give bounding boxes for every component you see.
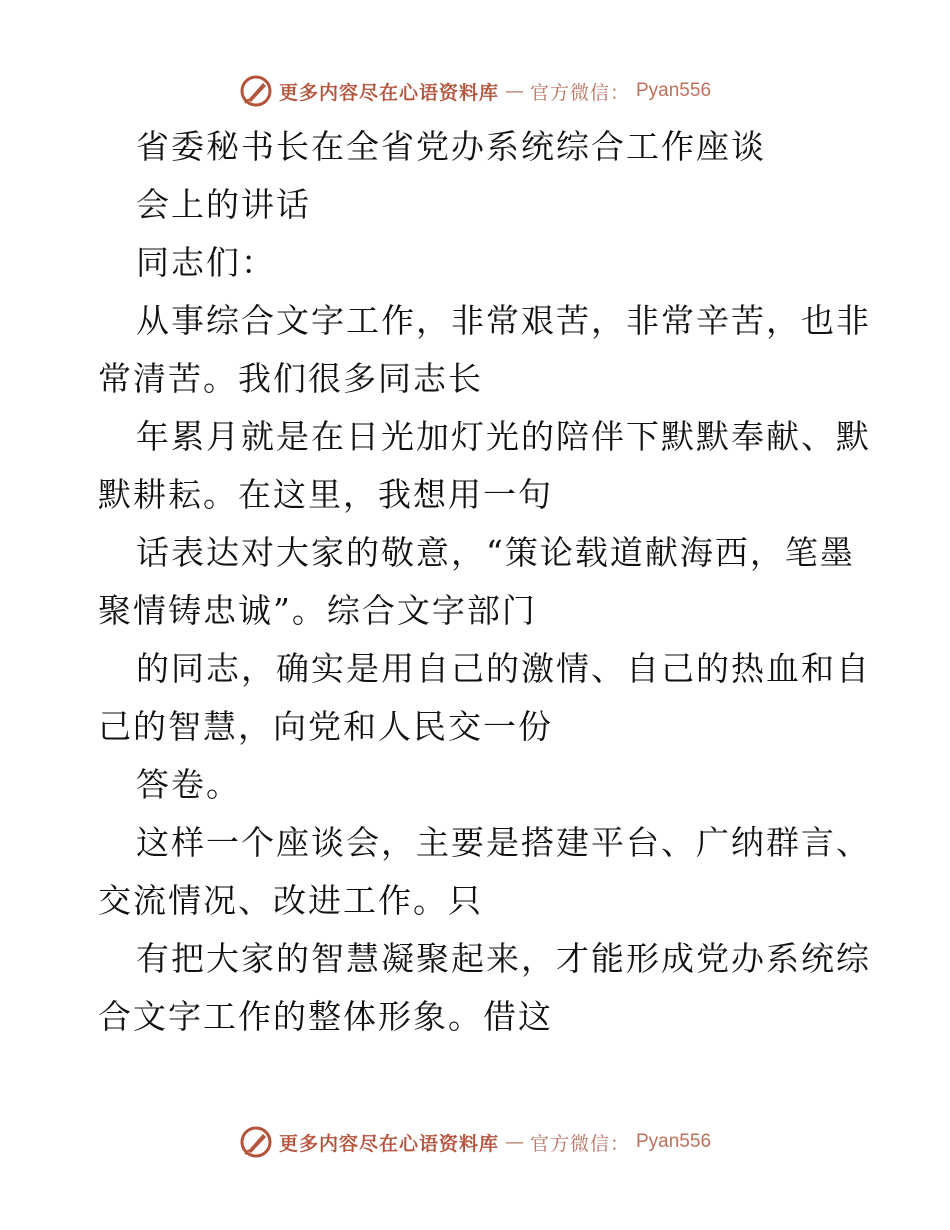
watermark-wechat-label: 官方微信： [529, 81, 630, 104]
paragraph-line: 年累月就是在日光加灯光的陪伴下默默奉献、默 [136, 417, 871, 456]
watermark-brand: 更多内容尽在心语资料库 [278, 81, 499, 104]
quill-logo-icon [239, 1125, 273, 1159]
paragraph-line: 答卷。 [136, 765, 241, 804]
document-body [98, 118, 871, 1046]
watermark-separator: — [504, 1131, 524, 1153]
paragraph-line: 话表达对大家的敬意，“策论载道献海西，笔墨 [136, 533, 855, 572]
title-line-1: 省委秘书长在全省党办系统综合工作座谈 [136, 127, 766, 166]
title-line-2: 会上的讲话 [136, 185, 311, 224]
quill-logo-icon [239, 74, 273, 108]
paragraph-line: 的同志，确实是用自己的激情、自己的热血和自 [136, 649, 871, 688]
paragraph-line: 从事综合文字工作，非常艰苦，非常辛苦，也非 [136, 301, 871, 340]
paragraph-line: 交流情况、改进工作。只 [98, 881, 483, 920]
watermark-wechat-id: Pyan556 [636, 1131, 712, 1152]
watermark-wechat-label: 官方微信： [529, 1132, 630, 1155]
watermark-separator: — [504, 80, 524, 102]
salutation: 同志们： [136, 243, 276, 282]
watermark-brand: 更多内容尽在心语资料库 [278, 1132, 499, 1155]
paragraph-line: 常清苦。我们很多同志长 [98, 359, 483, 398]
footer-watermark [0, 1125, 950, 1159]
paragraph-line: 合文字工作的整体形象。借这 [98, 997, 553, 1036]
paragraph-line: 己的智慧，向党和人民交一份 [98, 707, 553, 746]
paragraph-line: 默耕耘。在这里，我想用一句 [98, 475, 553, 514]
watermark-wechat-id: Pyan556 [636, 80, 712, 101]
paragraph-line: 这样一个座谈会，主要是搭建平台、广纳群言、 [136, 823, 871, 862]
header-watermark [0, 74, 950, 108]
paragraph-line: 有把大家的智慧凝聚起来，才能形成党办系统综 [136, 939, 871, 978]
paragraph-line: 聚情铸忠诚”。综合文字部门 [98, 591, 537, 630]
